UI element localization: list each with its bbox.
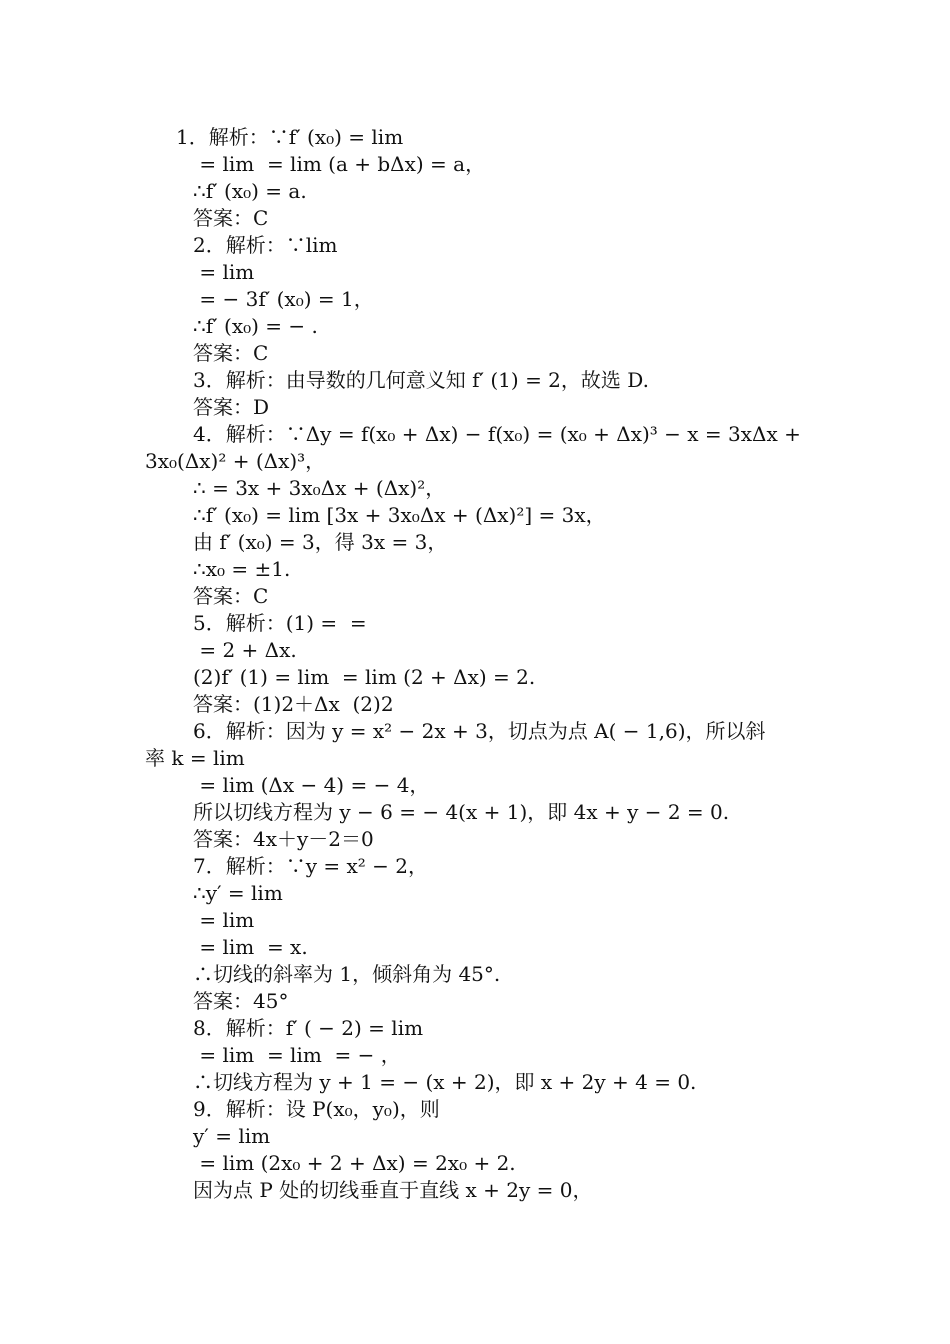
text-line: = lim bbox=[193, 260, 255, 284]
text-line: 答案：C bbox=[193, 584, 269, 608]
text-line: = lim bbox=[193, 908, 255, 932]
text-line: 答案：45° bbox=[193, 989, 289, 1013]
text-line: 率 k = lim bbox=[145, 746, 245, 770]
text-line: = lim = lim = − ， bbox=[193, 1043, 401, 1067]
text-line: = lim (2x₀ + 2 + Δx) = 2x₀ + 2. bbox=[193, 1151, 516, 1175]
text-line: = − 3f′ (x₀) = 1， bbox=[193, 287, 374, 311]
text-line: ∴f′ (x₀) = − . bbox=[193, 314, 318, 338]
text-line: 9．解析：设 P(x₀，y₀)，则 bbox=[193, 1097, 440, 1121]
text-line: 7．解析：∵y = x² − 2， bbox=[193, 854, 428, 878]
text-line: ∴切线的斜率为 1，倾斜角为 45°. bbox=[193, 962, 501, 986]
text-line: ∴y′ = lim bbox=[193, 881, 283, 905]
text-line: 答案：C bbox=[193, 341, 269, 365]
text-line: 因为点 P 处的切线垂直于直线 x + 2y = 0， bbox=[193, 1178, 593, 1202]
text-line: (2)f′ (1) = lim = lim (2 + Δx) = 2. bbox=[193, 665, 536, 689]
text-line: 3．解析：由导数的几何意义知 f′ (1) = 2，故选 D. bbox=[193, 368, 649, 392]
text-line: y′ = lim bbox=[193, 1124, 271, 1148]
text-line: 由 f′ (x₀) = 3，得 3x = 3， bbox=[193, 530, 448, 554]
text-line: 答案：D bbox=[193, 395, 270, 419]
text-line: ∴f′ (x₀) = a. bbox=[193, 179, 307, 203]
text-line: 4．解析：∵Δy = f(x₀ + Δx) − f(x₀) = (x₀ + Δx)³ − x = 3xΔx + bbox=[193, 422, 801, 446]
text-line: ∴f′ (x₀) = lim [3x + 3x₀Δx + (Δx)²] = 3x， bbox=[193, 503, 606, 527]
text-line: 答案：C bbox=[193, 206, 269, 230]
text-line: = lim = x. bbox=[193, 935, 308, 959]
text-line: 1．解析：∵f′ (x₀) = lim bbox=[176, 125, 404, 149]
text-line: 6．解析：因为 y = x² − 2x + 3，切点为点 A( − 1,6)，所以斜 bbox=[193, 719, 766, 743]
text-line: = lim = lim (a + bΔx) = a， bbox=[193, 152, 486, 176]
text-line: ∴ = 3x + 3x₀Δx + (Δx)²， bbox=[193, 476, 446, 500]
text-line: 答案：(1)2＋Δx (2)2 bbox=[193, 692, 394, 716]
text-line: 3x₀(Δx)² + (Δx)³， bbox=[145, 449, 326, 473]
text-line: ∴切线方程为 y + 1 = − (x + 2)，即 x + 2y + 4 = 0. bbox=[193, 1070, 697, 1094]
text-line: = lim (Δx − 4) = − 4， bbox=[193, 773, 430, 797]
text-line: 8．解析：f′ ( − 2) = lim bbox=[193, 1016, 424, 1040]
text-line: 所以切线方程为 y − 6 = − 4(x + 1)，即 4x + y − 2 = 0. bbox=[193, 800, 730, 824]
text-line: = 2 + Δx. bbox=[193, 638, 297, 662]
text-line: 5．解析：(1) = = bbox=[193, 611, 367, 635]
text-line: ∴x₀ = ±1. bbox=[193, 557, 291, 581]
text-line: 2．解析：∵lim bbox=[193, 233, 338, 257]
text-line: 答案：4x＋y－2＝0 bbox=[193, 827, 374, 851]
